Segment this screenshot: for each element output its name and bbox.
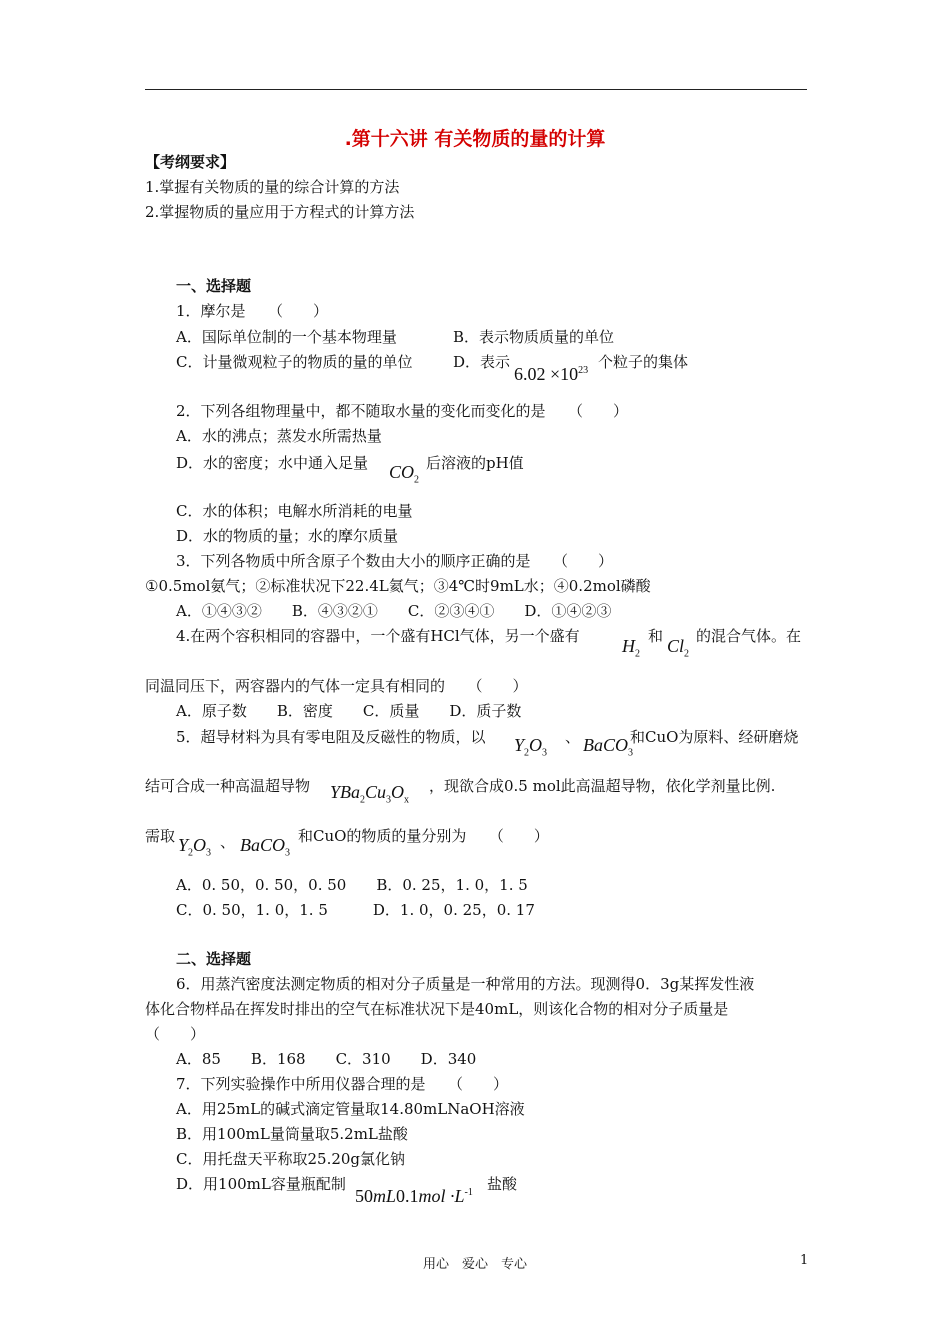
- question-3-options: A．①④③② B．④③②① C．②③④① D．①④②③: [176, 602, 612, 620]
- question-5-line-3-prefix: 需取: [145, 827, 176, 845]
- question-5-baco3-formula-2: BaCO$_3$: [240, 835, 290, 859]
- question-5-separator: 、: [565, 728, 581, 746]
- question-5-line-2-prefix: 结可合成一种高温超导物: [145, 777, 311, 795]
- question-7-option-d-prefix: D．用100mL容量瓶配制: [176, 1175, 346, 1193]
- question-5-superconductor-formula: $YBa_2Cu_3O_x$: [330, 782, 410, 806]
- outline-heading: 【考纲要求】: [145, 153, 236, 171]
- question-1-option-d-prefix: D．表示: [453, 353, 511, 371]
- question-7-option-c: C．用托盘天平称取25.20g氯化钠: [176, 1150, 406, 1168]
- question-4-cl2-formula: $Cl_2$: [667, 636, 690, 660]
- page-number: 1: [800, 1253, 809, 1268]
- question-2-option-c: C．水的体积；电解水所消耗的电量: [176, 502, 413, 520]
- question-7-option-d-suffix: 盐酸: [487, 1175, 518, 1193]
- footer-slogan: 用心 爱心 专心: [422, 1257, 527, 1272]
- question-5-stem-prefix: 5．超导材料为具有零电阻及反磁性的物质，以: [176, 728, 486, 746]
- question-5-baco3-formula: BaCO$_3$: [583, 735, 633, 759]
- question-3-items: ①0.5mol氨气；②标准状况下22.4L氦气；③4℃时9mL水；④0.2mol磷酸: [145, 577, 651, 595]
- question-4-h2-formula: $H_2$: [622, 636, 640, 660]
- question-6-line-3: （ ）: [145, 1025, 206, 1043]
- question-5-separator-2: 、: [220, 833, 236, 851]
- question-5-y2o3-formula-2: $Y_2O_3$: [178, 835, 212, 859]
- question-7-option-a: A．用25mL的碱式滴定管量取14.80mLNaOH溶液: [176, 1100, 525, 1118]
- question-1-stem: 1．摩尔是 （ ）: [176, 302, 329, 320]
- question-5-options-2: C．0. 50，1. 0，1. 5 D．1. 0，0. 25，0. 17: [176, 901, 535, 919]
- question-4-line-2: 同温同压下，两容器内的气体一定具有相同的 （ ）: [145, 677, 528, 695]
- question-5-line-2-suffix: ，现欲合成0.5 mol此高温超导物，依化学剂量比例.: [429, 777, 776, 795]
- question-7-concentration-formula: $50mL0.1mol \cdot L^{-1}$: [355, 1186, 473, 1206]
- question-2-option-d: D．水的物质的量；水的摩尔质量: [176, 527, 399, 545]
- question-5-line-3-suffix: 和CuO的物质的量分别为 （ ）: [298, 827, 549, 845]
- question-3-stem: 3．下列各物质中所含原子个数由大小的顺序正确的是 （ ）: [176, 552, 614, 570]
- question-4-and: 和: [648, 627, 664, 645]
- outline-item-1: 1.掌握有关物质的量的综合计算的方法: [145, 178, 400, 196]
- question-1-option-c: C．计量微观粒子的物质的量的单位: [176, 353, 413, 371]
- question-2-option-a: A．水的沸点；蒸发水所需热量: [176, 427, 382, 445]
- question-6-line-2: 体化合物样品在挥发时排出的空气在标准状况下是40mL，则该化合物的相对分子质量是: [145, 1000, 729, 1018]
- question-1-option-b: B．表示物质质量的单位: [453, 328, 615, 346]
- question-7-stem: 7．下列实验操作中所用仪器合理的是 （ ）: [176, 1075, 509, 1093]
- question-2-option-b-prefix: D．水的密度；水中通入足量: [176, 454, 369, 472]
- question-1-avogadro-formula: $6.02 \times 10^{23}$: [514, 364, 589, 384]
- question-5-options-1: A．0. 50，0. 50，0. 50 B．0. 25，1. 0，1. 5: [176, 876, 528, 894]
- section-heading-1: 一、选择题: [176, 277, 252, 295]
- question-2-option-b-suffix: 后溶液的pH值: [426, 454, 524, 472]
- question-4-stem-prefix: 4.在两个容积相同的容器中，一个盛有HCl气体，另一个盛有: [176, 627, 580, 645]
- outline-item-2: 2.掌握物质的量应用于方程式的计算方法: [145, 203, 415, 221]
- section-heading-2: 二、选择题: [176, 950, 252, 968]
- question-5-stem-suffix: 和CuO为原料、经研磨烧: [630, 728, 799, 746]
- question-6-line-1: 6．用蒸汽密度法测定物质的相对分子质量是一种常用的方法。现测得0．3g某挥发性液: [176, 975, 755, 993]
- header-rule: [145, 89, 807, 90]
- question-1-option-a: A．国际单位制的一个基本物理量: [176, 328, 397, 346]
- question-1-option-d-suffix: 个粒子的集体: [598, 353, 689, 371]
- question-2-stem: 2．下列各组物理量中，都不随取水量的变化而变化的是 （ ）: [176, 402, 629, 420]
- question-2-co2-formula: $CO_2$: [389, 462, 420, 486]
- question-4-stem-suffix: 的混合气体。在: [696, 627, 802, 645]
- question-5-y2o3-formula: $Y_2O_3$: [514, 735, 548, 759]
- question-4-options: A．原子数 B．密度 C．质量 D．质子数: [176, 702, 522, 720]
- page-title: .第十六讲 有关物质的量的计算: [344, 128, 606, 150]
- question-7-option-b: B．用100mL量筒量取5.2mL盐酸: [176, 1125, 408, 1143]
- question-6-options: A．85 B．168 C．310 D．340: [176, 1050, 477, 1068]
